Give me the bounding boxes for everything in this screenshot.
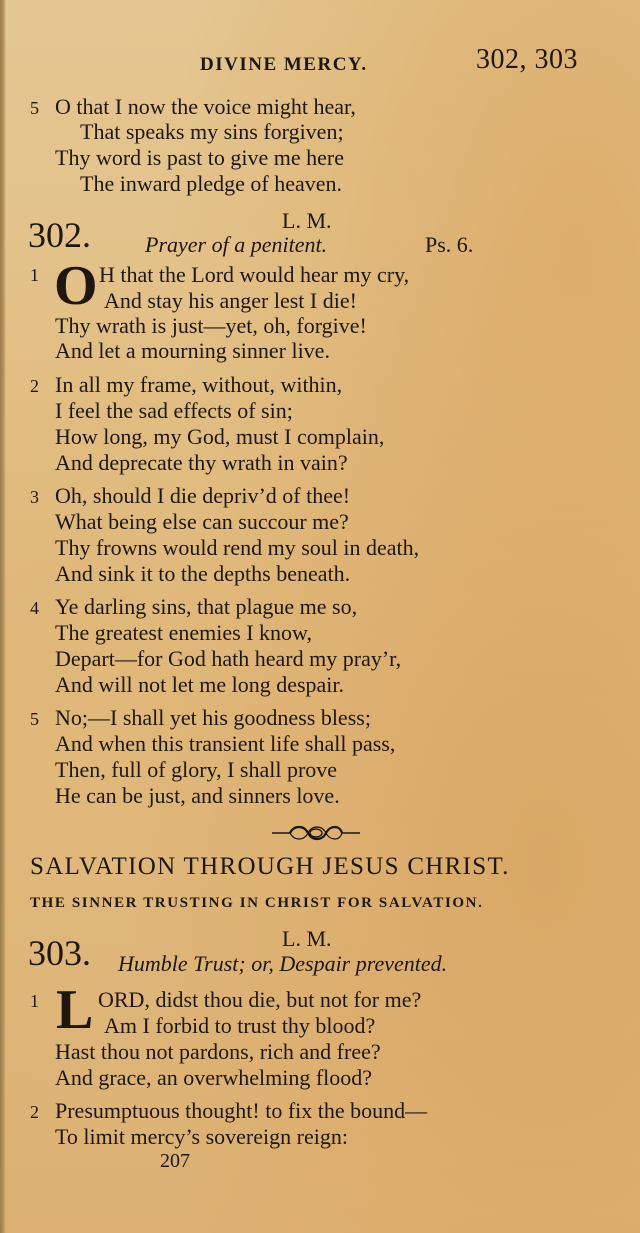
verse-line: And sink it to the depths beneath. <box>55 561 351 586</box>
verse-line: No;—I shall yet his goodness bless; <box>55 705 371 730</box>
running-title: DIVINE MERCY. <box>200 54 368 75</box>
verse-line: O that I now the voice might hear, <box>55 94 356 119</box>
stanza-number: 3 <box>30 487 39 507</box>
scripture-reference: Ps. 6. <box>425 232 474 257</box>
hymn-title: Prayer of a penitent. <box>145 232 328 257</box>
verse-line: And deprecate thy wrath in vain? <box>55 450 348 475</box>
verse-line: Thy frowns would rend my soul in death, <box>55 535 420 560</box>
ornament-flourish-icon <box>270 822 362 844</box>
verse-line: Then, full of glory, I shall prove <box>55 757 338 782</box>
subsection-title: THE SINNER TRUSTING IN CHRIST FOR SALVATION. <box>30 895 484 911</box>
page-folio-number: 207 <box>160 1150 190 1172</box>
verse-line: Presumptuous thought! to fix the bound— <box>55 1098 428 1123</box>
verse-line: In all my frame, without, within, <box>55 372 343 397</box>
verse-line: And will not let me long despair. <box>55 672 345 697</box>
section-title: SALVATION THROUGH JESUS CHRIST. <box>30 853 510 880</box>
verse-line: Am I forbid to trust thy blood? <box>104 1013 376 1038</box>
stanza-number: 5 <box>30 709 39 729</box>
verse-line: And stay his anger lest I die! <box>104 288 357 313</box>
verse-line: The inward pledge of heaven. <box>80 171 343 196</box>
verse-line: And grace, an overwhelming flood? <box>55 1065 373 1090</box>
stanza-number: 2 <box>30 1102 39 1122</box>
page-hymn-numbers: 302, 303 <box>476 44 578 75</box>
verse-line: Thy word is past to give me here <box>55 145 344 170</box>
verse-line: ORD, didst thou die, but not for me? <box>98 987 422 1012</box>
verse-line: Hast thou not pardons, rich and free? <box>55 1039 381 1064</box>
verse-line: Depart—for God hath heard my pray’r, <box>55 646 402 671</box>
verse-line: To limit mercy’s sovereign reign: <box>55 1124 348 1149</box>
hymn-meter: L. M. <box>282 208 332 233</box>
book-spine-edge <box>0 0 6 1233</box>
stanza-number: 2 <box>30 376 39 396</box>
hymn-meter: L. M. <box>282 926 332 951</box>
stanza-number: 1 <box>30 991 39 1011</box>
hymn-title: Humble Trust; or, Despair prevented. <box>118 951 448 976</box>
hymn-number: 303. <box>28 933 91 973</box>
drop-capital: O <box>54 255 98 317</box>
stanza-number: 5 <box>30 98 39 118</box>
verse-line: Ye darling sins, that plague me so, <box>55 594 358 619</box>
verse-line: And when this transient life shall pass, <box>55 731 396 756</box>
hymn-number: 302. <box>28 215 91 255</box>
stanza-number: 4 <box>30 598 39 618</box>
drop-capital: L <box>56 979 94 1041</box>
verse-line: Oh, should I die depriv’d of thee! <box>55 483 351 508</box>
verse-line: H that the Lord would hear my cry, <box>99 262 410 287</box>
verse-line: Thy wrath is just—yet, oh, forgive! <box>55 313 367 338</box>
verse-line: That speaks my sins forgiven; <box>80 119 344 144</box>
verse-line: And let a mourning sinner live. <box>55 338 330 363</box>
verse-line: I feel the sad effects of sin; <box>55 398 293 423</box>
verse-line: How long, my God, must I complain, <box>55 424 385 449</box>
stanza-number: 1 <box>30 265 39 285</box>
verse-line: He can be just, and sinners love. <box>55 783 340 808</box>
verse-line: The greatest enemies I know, <box>55 620 312 645</box>
verse-line: What being else can succour me? <box>55 509 349 534</box>
